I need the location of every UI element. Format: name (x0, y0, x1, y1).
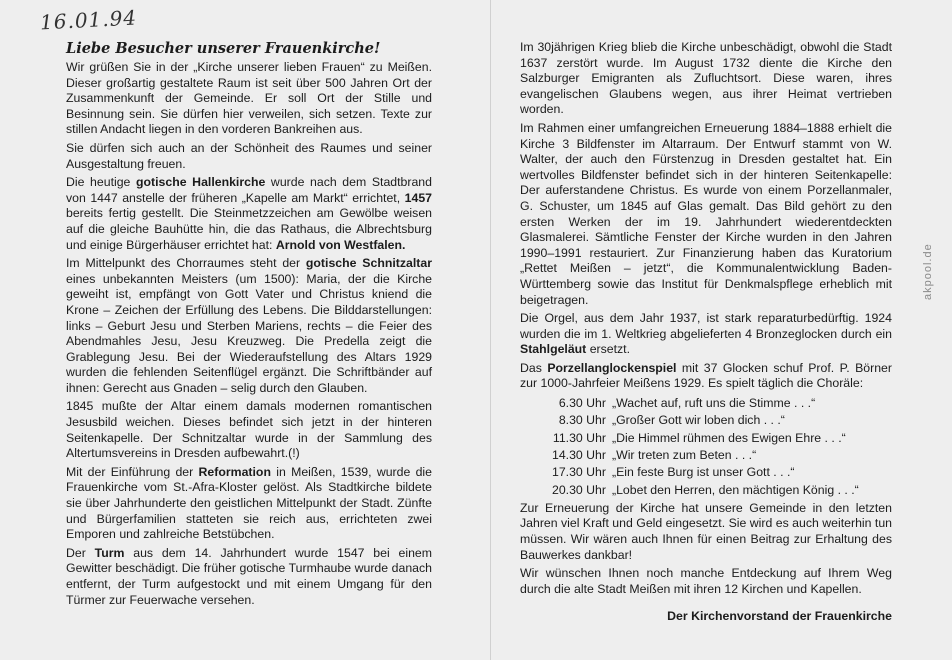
text-run: in Meißen, 1539, wurde die Frauenkirche vom St.-Afra-Kloster gelöst. Als Stadtkirche bildete sie über Jahrhunderte den geistlichen Mittelpunkt der Stadt. Zünfte und Bürgerfamilien statteten sie reich aus, errichteten zwei Emporen und zahlreiche Betstübchen. (66, 464, 432, 542)
right-paragraphs (520, 40, 892, 392)
text-run: Zur Erneuerung der Kirche hat unsere Gemeinde in den letzten Jahren viel Kraft und Geld eingesetzt. Sie wird es auch weiterhin tun müssen. Wir wären auch Ihnen für einen Beitrag zur Erhaltung des Bauwerkes dankbar! (520, 500, 892, 562)
paragraph (66, 175, 432, 253)
paragraph (66, 399, 432, 461)
text-run: Mit der Einführung der (66, 464, 199, 479)
bold-text: Reformation (198, 464, 271, 479)
right-column (520, 40, 892, 625)
text-run: Wir wünschen Ihnen noch manche Entdeckung auf Ihrem Weg durch die alte Stadt Meißen mit ihren 12 Kirchen und Kapellen. (520, 566, 892, 596)
paragraph (66, 546, 432, 608)
schedule-row (540, 412, 859, 429)
text-run: ersetzt. (586, 342, 631, 357)
bold-text: Porzellanglockenspiel (547, 360, 677, 375)
schedule-row (540, 395, 859, 412)
schedule-time: 11.30 Uhr (552, 430, 606, 445)
paragraph (520, 311, 892, 358)
bold-text: gotische Hallenkirche (136, 175, 266, 190)
bold-text: Stahlgeläut (520, 342, 587, 357)
text-run: 1845 mußte der Altar einem damals modernen romantischen Jesusbild weichen. Dieses befindet sich jetzt in der hinteren Seitenkapelle. Der Schnitzaltar wurde in der Sammlung des Altertumsvereins in Dresden aufbewahrt.(!) (66, 399, 432, 461)
schedule-chorale: „Großer Gott wir loben dich . . .“ (612, 413, 785, 428)
schedule-chorale: „Wachet auf, ruft uns die Stimme . . .“ (612, 396, 816, 411)
schedule-time: 6.30 Uhr (558, 396, 606, 411)
text-run: Im Rahmen einer umfangreichen Erneuerung 1884–1888 erhielt die Kirche 3 Bildfenster im Altarraum. Der Entwurf stammt von W. Walter, der auch den Fürstenzug in Dresden gestaltet hat. Ein wertvolles Bildfenster befindet sich in der hinteren Seitenkapelle: Der auferstandene Christus. Es wurde von einem Porzellanmaler, G. Schuster, um 1845 auf Glas gemalt. Das Bild gehört zu den ersten Werken der im 19. Jahrhundert wiederentdeckten Glasmalerei. Sämtliche Fenster der Kirche wurden in den Jahren 1990–1991 restauriert. Zur Finanzierung haben das Kuratorium „Rettet Meißen – jetzt“, die Kommunalentwicklung Baden-Württemberg sowie das Institut für Denkmalspflege erheblich mit beigetragen. (520, 120, 892, 307)
text-run: Sie dürfen sich auch an der Schönheit des Raumes und seiner Ausgestaltung freuen. (66, 140, 432, 171)
page-title: Liebe Besucher unserer Frauenkirche! (66, 40, 381, 57)
text-run: Der (66, 545, 95, 560)
text-run: aus dem 14. Jahrhundert wurde 1547 bei einem Gewitter beschädigt. Die früher gotische Turmhaube wurde danach entfernt, der Turm aufgestockt und mit einem Umgang für den Türmer zur Feuerwache versehen. (66, 545, 432, 607)
left-paragraphs (66, 60, 432, 608)
paragraph (520, 121, 892, 308)
schedule-time: 17.30 Uhr (551, 465, 606, 480)
bold-text: Turm (94, 545, 125, 560)
paragraph (66, 256, 432, 396)
text-run: Im 30jährigen Krieg blieb die Kirche unbeschädigt, obwohl die Stadt 1637 zerstört wurde. Im August 1732 diente die Kirche den Salzburger Emigranten als Zufluchtsort. Diese waren, ihres evangelischen Glaubens wegen, aus ihrer Heimat vertrieben worden. (520, 40, 892, 117)
schedule-chorale: „Die Himmel rühmen des Ewigen Ehre . . .“ (612, 430, 846, 445)
text-run: Wir grüßen Sie in der „Kirche unserer lieben Frauen“ zu Meißen. Dieser großartig gestaltete Raum ist seit über 500 Jahren Ort der Zusammenkunft der Gemeinde. Er soll Ort der Stille und Besinnung sein. Sie dürfen hier verweilen, sich setzen. Texte zur stillen Andacht liegen in den vorderen Bankreihen aus. (66, 60, 432, 137)
text-run: wurde nach dem Stadtbrand von 1447 anstelle der früheren „Kapelle am Markt“ errichtet, (66, 175, 432, 205)
paragraph (66, 465, 432, 543)
schedule-row (540, 447, 859, 464)
schedule-row (540, 430, 859, 447)
text-run: Die Orgel, aus dem Jahr 1937, ist stark reparaturbedürftig. 1924 wurden die im 1. Weltkrieg abgelieferten 4 Bronzeglocken durch ein (520, 311, 892, 341)
paragraph (66, 60, 432, 138)
signature: Der Kirchenvorstand der Frauenkirche (667, 609, 892, 624)
schedule-chorale: „Wir treten zum Beten . . .“ (612, 447, 757, 462)
schedule-row (540, 482, 859, 499)
text-run: eines unbekannten Meisters (um 1500): Maria, der die Kirche geweiht ist, empfängt von Gott Vater und Christus kniend die Krone – Zeichen der Erfüllung des Lebens. Die Bilddarstellungen: links – Geburt Jesu und Sterben Mariens, rechts – die Feier des Abendmahles Jesu, Jesu Kreuzweg. Die Predella zeigt die Grablegung Jesu. Bei der Wiederaufstellung des Altars 1929 wurden die fehlenden Seitenflügel ergänzt. Die Schriftbänder auf ihnen: Gerecht aus Gnaden – selig durch den Glauben. (66, 271, 432, 395)
bold-text: Arnold von Westfalen. (275, 237, 406, 252)
bold-text: 1457 (404, 190, 432, 205)
closing-paragraphs (520, 501, 892, 598)
chime-schedule (540, 395, 859, 499)
schedule-row (540, 464, 859, 481)
paragraph (520, 40, 892, 118)
bold-text: gotische Schnitzaltar (305, 256, 432, 271)
paragraph (520, 566, 892, 597)
schedule-chorale: „Ein feste Burg ist unser Gott . . .“ (612, 465, 795, 480)
text-run: Im Mittelpunkt des Chorraumes steht der (66, 256, 306, 271)
paragraph (520, 361, 892, 392)
schedule-time: 8.30 Uhr (558, 413, 606, 428)
text-run: Das (520, 360, 548, 375)
text-run: Die heutige (66, 175, 137, 190)
paragraph (66, 141, 432, 172)
schedule-time: 20.30 Uhr (551, 482, 606, 497)
paragraph (520, 501, 892, 563)
handwritten-date: 16.01.94 (39, 5, 138, 35)
fold-line (490, 0, 491, 660)
schedule-chorale: „Lobet den Herren, den mächtigen König . . .“ (612, 482, 859, 497)
watermark: akpool.de (922, 243, 934, 300)
schedule-time: 14.30 Uhr (551, 447, 606, 462)
left-column (66, 40, 432, 611)
text-run: mit 37 Glocken schuf Prof. P. Börner zur 1000-Jahrfeier Meißens 1929. Es spielt täglich die Choräle: (520, 360, 892, 391)
text-run: bereits fertig gestellt. Die Steinmetzzeichen am Gewölbe weisen auf die gleiche Bauhütte hin, die das Rathaus, die Albrechtsburg und einige Bürgerhäuser errichtet hat: (66, 206, 432, 252)
